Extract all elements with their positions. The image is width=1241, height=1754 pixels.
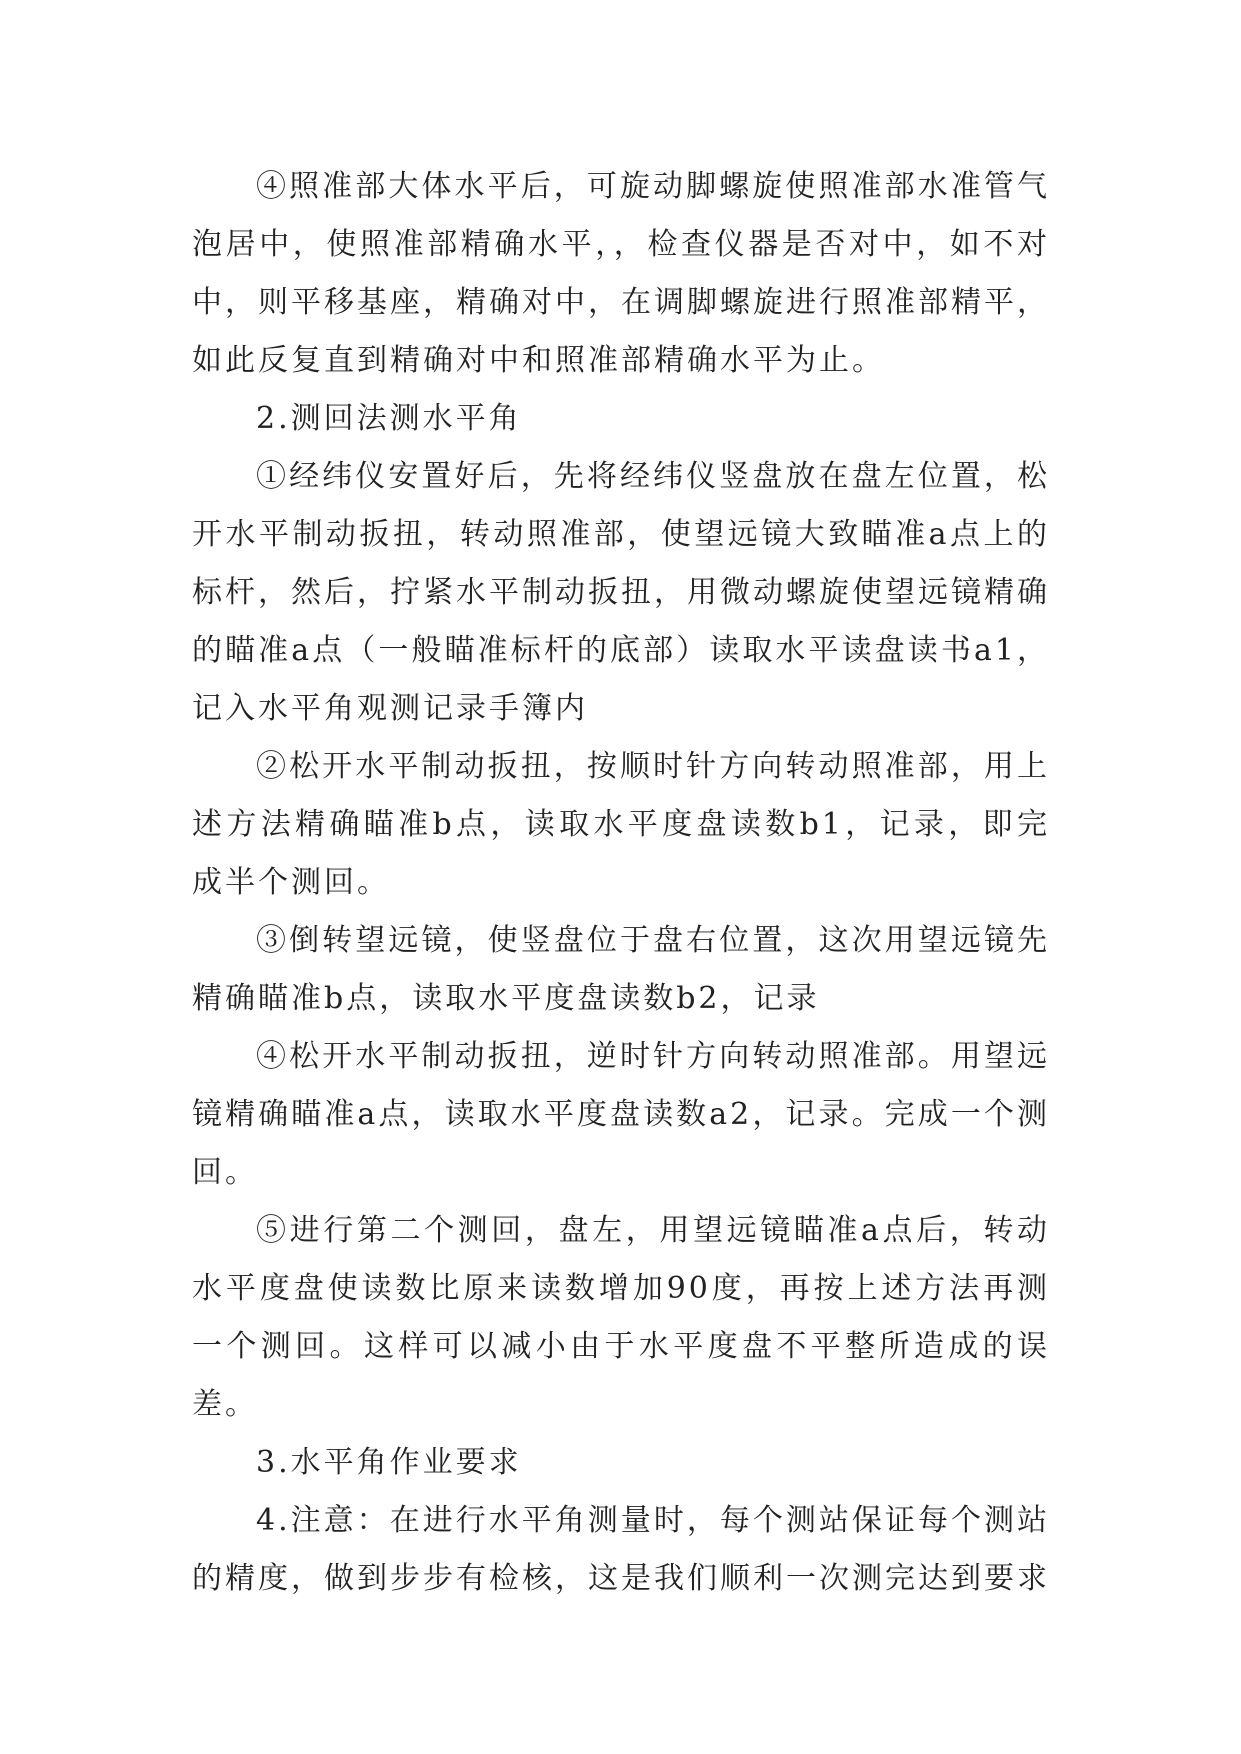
paragraph-step-5: ⑤进行第二个测回，盘左，用望远镜瞄准a点后，转动水平度盘使读数比原来读数增加90度，再按上述方法再测一个测回。这样可以减小由于水平度盘不平整所造成的误差。 <box>192 1213 1050 1422</box>
paragraph-step-4-leveling: ④照准部大体水平后，可旋动脚螺旋使照准部水准管气泡居中，使照准部精确水平，，检查仪器是否对中，如不对中，则平移基座，精确对中，在调脚螺旋进行照准部精平，如此反复直到精确对中和照准部精确水平为止。 <box>192 169 1050 378</box>
paragraph-step-2: ②松开水平制动扳扭，按顺时针方向转动照准部，用上述方法精确瞄准b点，读取水平度盘读数b1，记录，即完成半个测回。 <box>192 749 1050 900</box>
paragraph-step-1: ①经纬仪安置好后，先将经纬仪竖盘放在盘左位置，松开水平制动扳扭，转动照准部，使望远镜大致瞄准a点上的标杆，然后，拧紧水平制动扳扭，用微动螺旋使望远镜精确的瞄准a点（一般瞄准标杆的底部）读取水平读盘读书a1，记入水平角观测记录手簿内 <box>192 459 1050 726</box>
paragraph-note-4: 4.注意：在进行水平角测量时，每个测站保证每个测站的精度，做到步步有检核，这是我们顺利一次测完达到要求 <box>192 1503 1050 1596</box>
section-heading-3: 3.水平角作业要求 <box>256 1445 522 1480</box>
document-page <box>192 158 1050 1608</box>
paragraph-step-4: ④松开水平制动扳扭，逆时针方向转动照准部。用望远镜精确瞄准a点，读取水平度盘读数a2，记录。完成一个测回。 <box>192 1039 1050 1190</box>
paragraph-step-3: ③倒转望远镜，使竖盘位于盘右位置，这次用望远镜先精确瞄准b点，读取水平度盘读数b2，记录 <box>192 923 1050 1016</box>
section-heading-2: 2.测回法测水平角 <box>256 401 522 436</box>
